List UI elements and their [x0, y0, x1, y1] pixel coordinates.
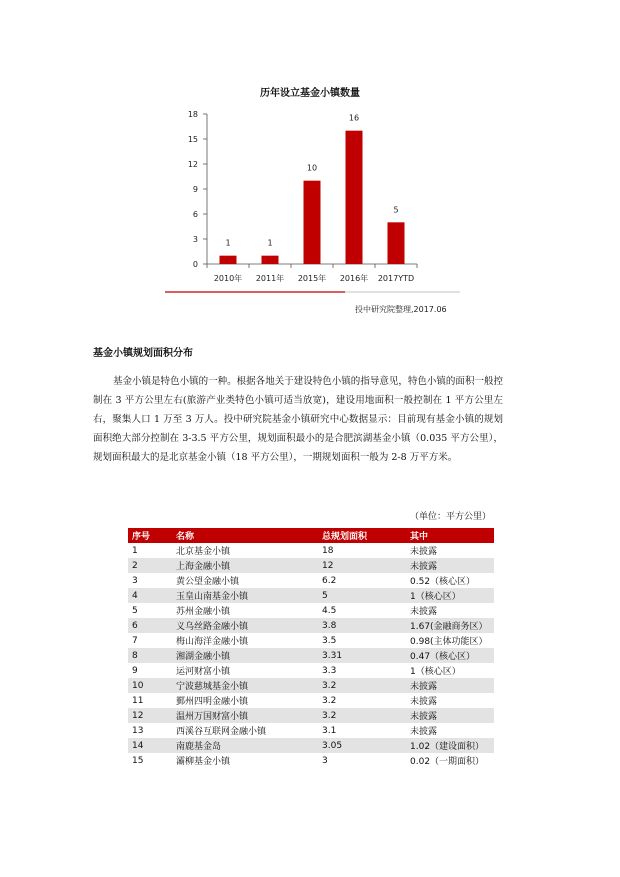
cell-total-area: 4.5 [322, 605, 337, 616]
header-name: 名称 [172, 528, 318, 543]
cell-name: 梅山海洋金融小镇 [176, 637, 249, 647]
table-row [128, 543, 494, 558]
cell-total-area: 5 [318, 588, 406, 603]
header-index: 序号 [128, 528, 172, 543]
cell-index: 15 [132, 755, 144, 766]
x-tick-label: 2015年 [297, 274, 327, 283]
cell-total-area: 3.8 [318, 618, 406, 633]
x-tick-label: 2011年 [255, 274, 285, 283]
table-row [128, 648, 494, 663]
cell-total-area: 3.3 [322, 665, 337, 676]
cell-of-which: 未披露 [406, 708, 494, 723]
cell-of-which: 1（核心区） [410, 667, 461, 677]
table-row [128, 738, 494, 753]
area-distribution-table [128, 528, 494, 768]
cell-of-which: 0.98(主体功能区） [410, 637, 488, 647]
table-row [128, 663, 494, 678]
cell-index: 5 [132, 605, 138, 616]
cell-total-area: 6.2 [322, 575, 337, 586]
cell-of-which: 0.52（核心区） [410, 577, 476, 587]
cell-index: 3 [132, 575, 138, 586]
bar [262, 256, 279, 264]
cell-index: 1 [132, 545, 138, 556]
cell-of-which: 未披露 [410, 727, 438, 737]
table-row [128, 573, 494, 588]
cell-index: 13 [132, 725, 144, 736]
cell-name: 鄞州四明金融小镇 [176, 697, 249, 707]
header-total-area: 总规划面积 [318, 528, 406, 543]
header-of-which: 其中 [406, 528, 494, 543]
cell-index: 10 [128, 678, 172, 693]
data-label: 1 [267, 238, 273, 248]
cell-name: 温州万国财富小镇 [172, 708, 318, 723]
cell-index: 7 [132, 635, 138, 646]
y-tick-label: 18 [187, 110, 198, 119]
cell-name: 苏州金融小镇 [176, 607, 231, 617]
table-row [128, 678, 494, 693]
cell-of-which: 未披露 [410, 547, 438, 557]
cell-name: 运河财富小镇 [176, 667, 231, 677]
cell-of-which: 0.47（核心区） [406, 648, 494, 663]
cell-of-which: 1.67(金融商务区） [406, 618, 494, 633]
cell-total-area: 18 [322, 545, 334, 556]
cell-total-area: 3.2 [322, 695, 337, 706]
y-tick-label: 6 [192, 210, 198, 219]
cell-name: 南鹿基金岛 [172, 738, 318, 753]
y-tick-label: 15 [187, 135, 198, 144]
cell-index: 6 [128, 618, 172, 633]
x-tick-label: 2010年 [213, 274, 243, 283]
table-body [128, 543, 494, 768]
cell-name: 黄公望金融小镇 [176, 577, 240, 587]
cell-total-area: 3.2 [318, 678, 406, 693]
table-row [128, 723, 494, 738]
cell-total-area: 3.5 [322, 635, 337, 646]
cell-index: 4 [128, 588, 172, 603]
data-label: 16 [348, 113, 360, 123]
data-label: 5 [393, 205, 399, 215]
cell-total-area: 3.1 [322, 725, 337, 736]
data-label: 10 [306, 163, 318, 173]
cell-name: 上海金融小镇 [172, 558, 318, 573]
cell-total-area: 3.31 [318, 648, 406, 663]
y-tick-label: 9 [192, 185, 198, 194]
table-row [128, 693, 494, 708]
cell-index: 12 [128, 708, 172, 723]
cell-index: 2 [128, 558, 172, 573]
table-row [128, 603, 494, 618]
body-paragraph: 基金小镇是特色小镇的一种。根据各地关于建设特色小镇的指导意见，特色小镇的面积一般控制在 3 平方公里左右(旅游产业类特色小镇可适当放宽)，建设用地面积一般控制在 1 平方公里左右，聚集人口 1 万至 3 万人。投中研究院基金小镇研究中心数据显示：目前现有基金小镇的规划面积绝大部分控制在 3-3.5 平方公里，规划面积最小的是合肥滨湖基金小镇（0.035 平方公里），规划面积最大的是北京基金小镇（18 平方公里），一期规划面积一般为 2-8 万平方米。 [93, 376, 503, 463]
cell-name: 义乌丝路金融小镇 [172, 618, 318, 633]
cell-index: 9 [132, 665, 138, 676]
cell-of-which: 1.02（建设面积） [406, 738, 494, 753]
unit-note: （单位：平方公里） [410, 512, 492, 522]
cell-name: 玉皇山南基金小镇 [172, 588, 318, 603]
x-tick-label: 2016年 [339, 274, 369, 283]
bar [304, 181, 321, 264]
y-tick-label: 0 [192, 260, 198, 269]
cell-total-area: 3.2 [318, 708, 406, 723]
bar [388, 222, 405, 264]
section-title: 基金小镇规划面积分布 [93, 348, 193, 359]
table-row [128, 708, 494, 723]
cell-index: 14 [128, 738, 172, 753]
cell-of-which: 未披露 [410, 697, 438, 707]
cell-total-area: 3 [322, 755, 328, 766]
cell-of-which: 未披露 [406, 678, 494, 693]
y-tick-label: 12 [187, 160, 198, 169]
table-row [128, 558, 494, 573]
cell-of-which: 未披露 [410, 607, 438, 617]
table-row [128, 633, 494, 648]
cell-name: 宁波慈城基金小镇 [172, 678, 318, 693]
bar [220, 256, 237, 264]
cell-of-which: 0.02（一期面积） [410, 757, 485, 767]
data-label: 1 [225, 238, 231, 248]
table-row [128, 753, 494, 768]
source-note: 投中研究院整理,2017.06 [355, 305, 447, 314]
cell-total-area: 12 [318, 558, 406, 573]
cell-of-which: 1（核心区） [406, 588, 494, 603]
x-tick-label: 2017YTD [377, 274, 415, 283]
bar [346, 131, 363, 264]
table-header-row [128, 528, 494, 543]
cell-name: 灞柳基金小镇 [176, 757, 231, 767]
bar-chart [0, 0, 620, 300]
cell-index: 11 [132, 695, 144, 706]
cell-name: 西溪谷互联网金融小镇 [176, 727, 267, 737]
chart-title: 历年设立基金小镇数量 [260, 88, 360, 99]
cell-of-which: 未披露 [406, 558, 494, 573]
table-row [128, 588, 494, 603]
y-tick-label: 3 [192, 235, 198, 244]
table-row [128, 618, 494, 633]
cell-name: 北京基金小镇 [176, 547, 231, 557]
cell-total-area: 3.05 [318, 738, 406, 753]
cell-name: 湘湖金融小镇 [172, 648, 318, 663]
cell-index: 8 [128, 648, 172, 663]
